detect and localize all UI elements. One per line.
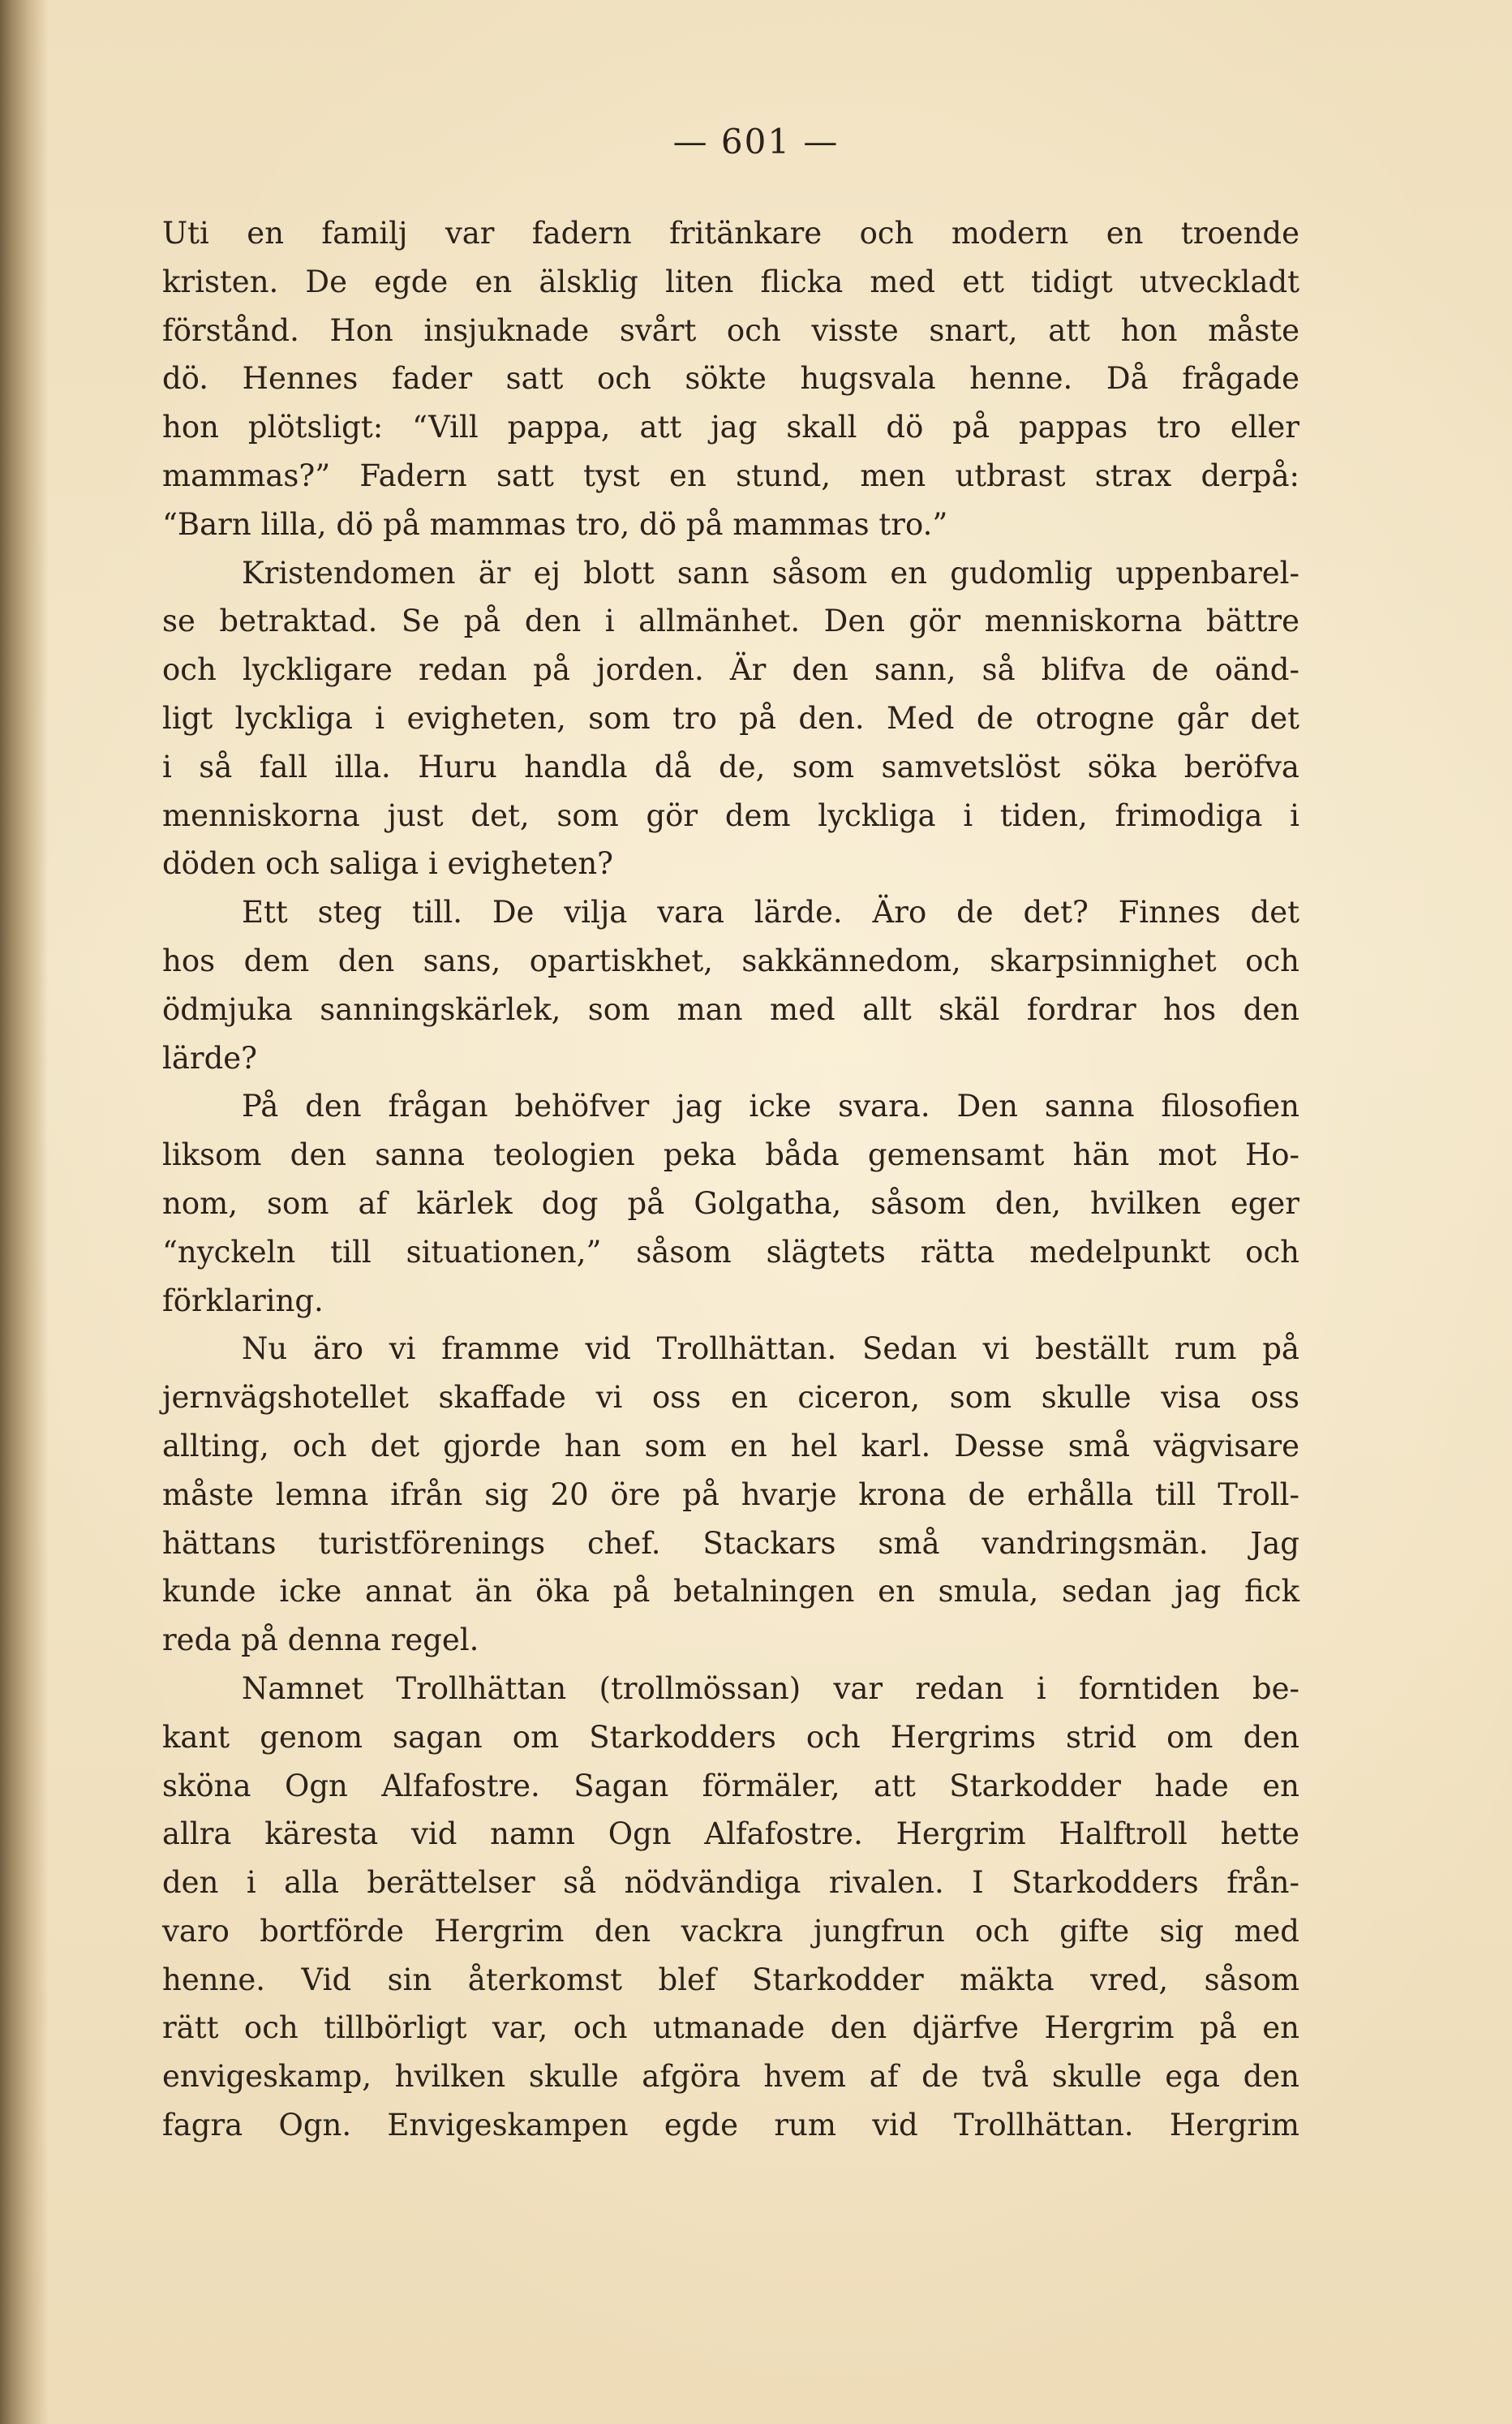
body-text [162, 209, 1299, 2150]
text-line: kristen. De egde en älsklig liten flicka med ett tidigt utveckladt [162, 264, 1299, 299]
text-line: förklaring. [162, 1283, 324, 1318]
text-line: dö. Hennes fader satt och sökte hugsvala henne. Då frågade [162, 361, 1299, 397]
page-number: — 601 — [672, 122, 840, 161]
text-line: ödmjuka sanningskärlek, som man med allt skäl fordrar hos den [162, 991, 1299, 1027]
text-line: lärde? [162, 1040, 257, 1076]
page-gutter-shadow [0, 0, 49, 2424]
text-line: liksom den sanna teologien peka båda gemensamt hän mot Ho- [162, 1137, 1299, 1173]
text-line: måste lemna ifrån sig 20 öre på hvarje krona de erhålla till Troll- [162, 1476, 1299, 1512]
text-line: Namnet Trollhättan (trollmössan) var redan i forntiden be- [242, 1670, 1299, 1706]
text-line: döden och saliga i evigheten? [162, 846, 614, 882]
text-line: hättans turistförenings chef. Stackars små vandringsmän. Jag [162, 1525, 1299, 1561]
text-line: fagra Ogn. Envigeskampen egde rum vid Trollhättan. Hergrim [162, 2108, 1299, 2143]
text-line: nom, som af kärlek dog på Golgatha, såsom den, hvilken eger [162, 1185, 1299, 1221]
text-line: ligt lyckliga i evigheten, som tro på den. Med de otrogne går det [162, 700, 1299, 736]
text-line: jernvägshotellet skaffade vi oss en ciceron, som skulle visa oss [162, 1380, 1299, 1416]
text-line: “nyckeln till situationen,” såsom slägtets rätta medelpunkt och [162, 1234, 1299, 1270]
text-line: och lyckligare redan på jorden. Är den sann, så blifva de oänd- [162, 652, 1299, 688]
text-line: kunde icke annat än öka på betalningen en smula, sedan jag fick [162, 1574, 1299, 1610]
text-line: Uti en familj var fadern fritänkare och modern en troende [162, 216, 1299, 251]
text-line: mammas?” Fadern satt tyst en stund, men utbrast strax derpå: [162, 458, 1299, 493]
text-line: På den frågan behöfver jag icke svara. Den sanna filosofien [242, 1089, 1299, 1124]
text-line: hos dem den sans, opartiskhet, sakkännedom, skarpsinnighet och [162, 943, 1299, 978]
text-line: förstånd. Hon insjuknade svårt och visste snart, att hon måste [162, 312, 1299, 348]
text-line: Nu äro vi framme vid Trollhättan. Sedan vi beställt rum på [242, 1331, 1299, 1367]
text-line: varo bortförde Hergrim den vackra jungfrun och gifte sig med [162, 1913, 1299, 1949]
text-line: Ett steg till. De vilja vara lärde. Äro de det? Finnes det [242, 895, 1299, 930]
text-line: i så fall illa. Huru handla då de, som samvetslöst söka beröfva [162, 749, 1299, 784]
text-line: henne. Vid sin återkomst blef Starkodder mäkta vred, såsom [162, 1962, 1299, 1997]
text-line: menniskorna just det, som gör dem lyckliga i tiden, frimodiga i [162, 797, 1299, 833]
text-line: den i alla berättelser så nödvändiga rivalen. I Starkodders från- [162, 1865, 1299, 1901]
text-line: kant genom sagan om Starkodders och Hergrims strid om den [162, 1719, 1299, 1755]
text-line: envigeskamp, hvilken skulle afgöra hvem af de två skulle ega den [162, 2059, 1299, 2095]
text-line: rätt och tillbörligt var, och utmanade den djärfve Hergrim på en [162, 2010, 1299, 2046]
text-line: Kristendomen är ej blott sann såsom en gudomlig uppenbarel- [242, 555, 1299, 591]
text-line: sköna Ogn Alfafostre. Sagan förmäler, att Starkodder hade en [162, 1768, 1299, 1803]
text-line: allting, och det gjorde han som en hel karl. Desse små vägvisare [162, 1428, 1299, 1463]
text-line: hon plötsligt: “Vill pappa, att jag skall dö på pappas tro eller [162, 410, 1299, 445]
text-line: reda på denna regel. [162, 1622, 479, 1658]
text-line: se betraktad. Se på den i allmänhet. Den gör menniskorna bättre [162, 604, 1299, 639]
text-line: allra käresta vid namn Ogn Alfafostre. Hergrim Halftroll hette [162, 1816, 1299, 1852]
text-line: “Barn lilla, dö på mammas tro, dö på mammas tro.” [162, 506, 948, 542]
